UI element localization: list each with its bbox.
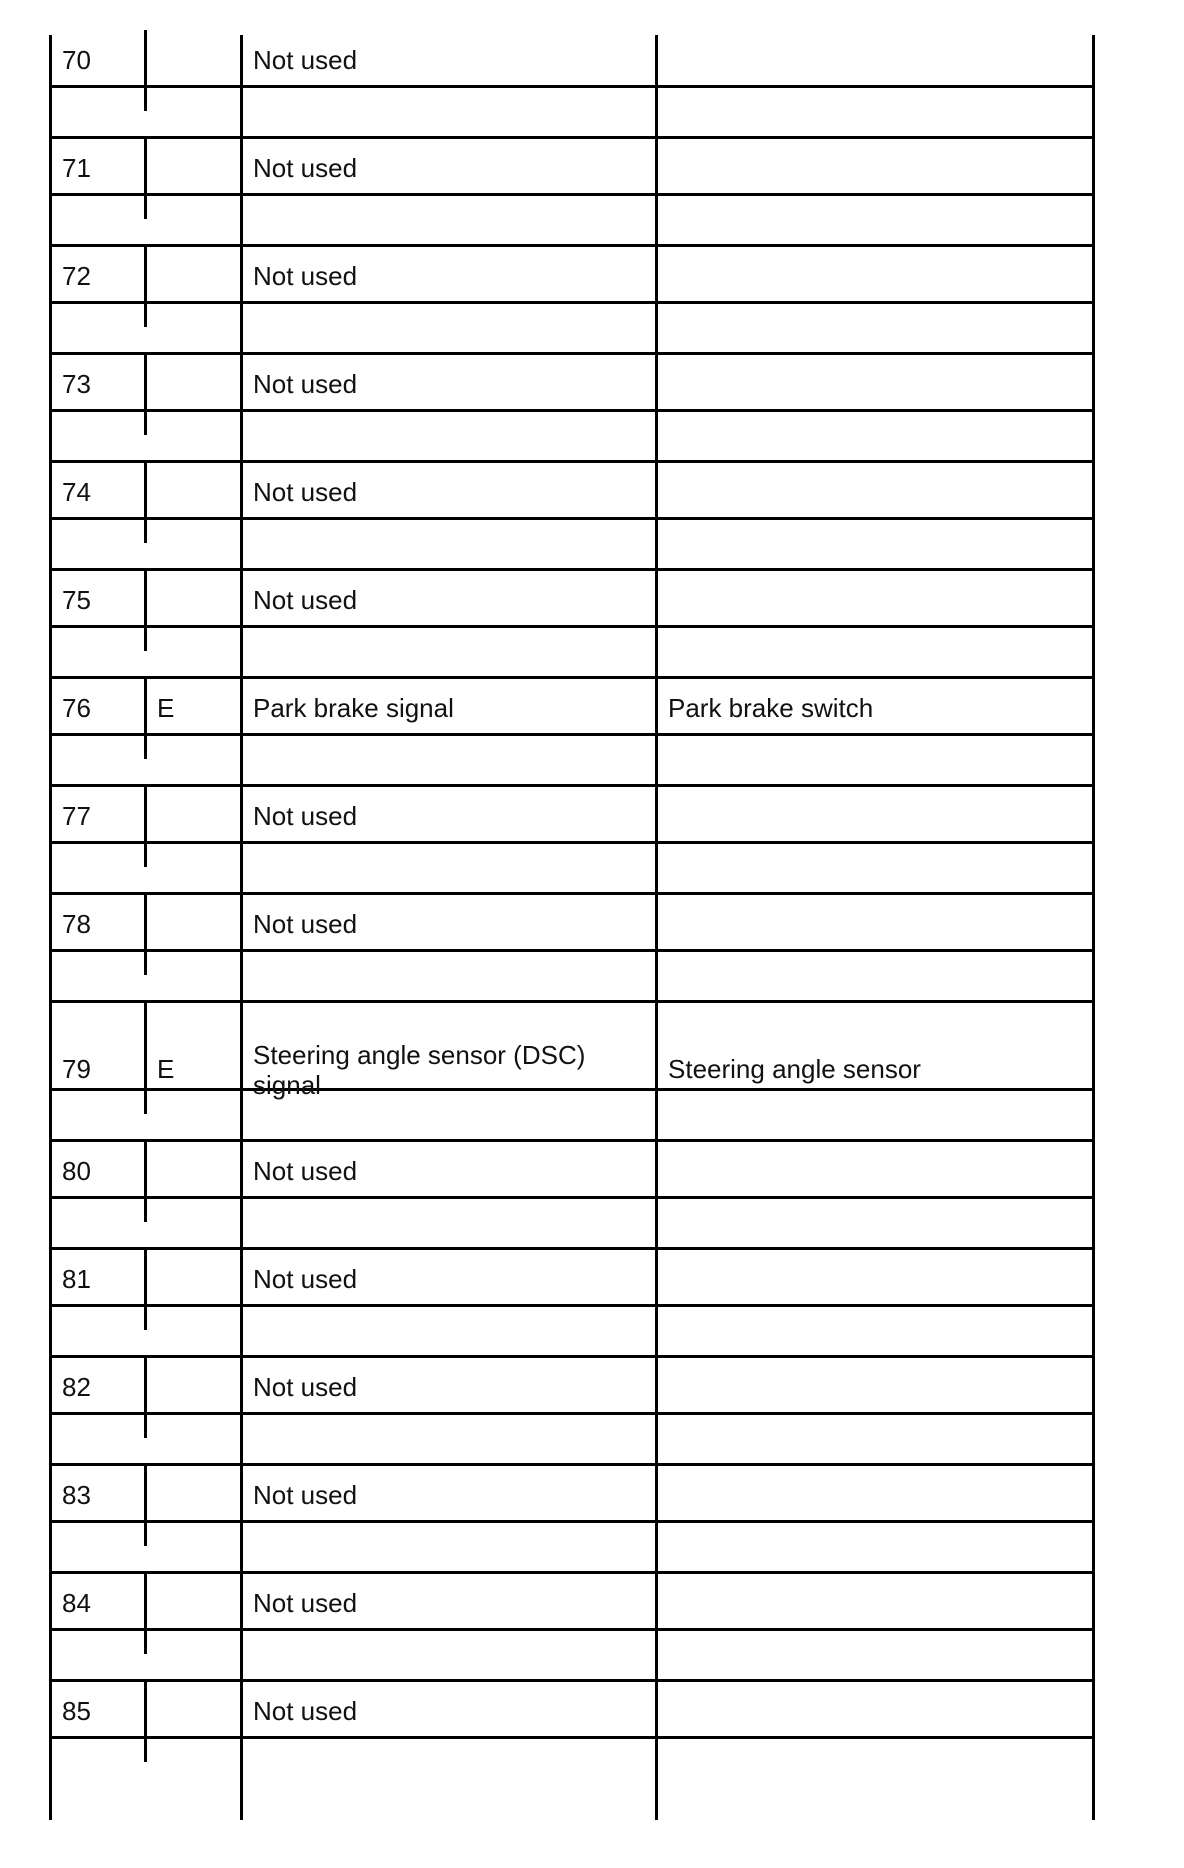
pin-component: Steering angle sensor <box>668 1054 921 1084</box>
pin-description: Steering angle sensor (DSC) signal <box>253 1040 586 1100</box>
pin-number: 82 <box>62 1372 91 1402</box>
pin-type-divider <box>144 354 147 435</box>
pin-description: Not used <box>253 1156 358 1186</box>
row-divider <box>49 409 1095 412</box>
pin-number: 74 <box>62 477 91 507</box>
row-divider <box>49 352 1095 355</box>
pin-type-divider <box>144 786 147 867</box>
pin-number: 84 <box>62 1588 91 1618</box>
row-divider <box>49 460 1095 463</box>
pin-description: Park brake signal <box>253 693 454 723</box>
pin-number: 80 <box>62 1156 91 1186</box>
pin-number: 77 <box>62 801 91 831</box>
pin-type-divider <box>144 1357 147 1438</box>
row-divider <box>49 1000 1095 1003</box>
pin-number: 76 <box>62 693 91 723</box>
row-divider <box>49 1463 1095 1466</box>
row-divider <box>49 1679 1095 1682</box>
pin-type-divider <box>144 246 147 327</box>
pin-number: 70 <box>62 45 91 75</box>
row-divider <box>49 1736 1095 1739</box>
row-divider <box>49 1247 1095 1250</box>
pin-type-divider <box>144 894 147 975</box>
row-divider <box>49 949 1095 952</box>
pin-number: 85 <box>62 1696 91 1726</box>
pin-type-divider <box>144 462 147 543</box>
row-divider <box>49 892 1095 895</box>
row-divider <box>49 1412 1095 1415</box>
pin-number: 71 <box>62 153 91 183</box>
pin-description: Not used <box>253 801 358 831</box>
pin-component: Park brake switch <box>668 693 874 723</box>
pin-description: Not used <box>253 1372 358 1402</box>
pin-number: 79 <box>62 1054 91 1084</box>
row-divider <box>49 517 1095 520</box>
pin-number: 81 <box>62 1264 91 1294</box>
pin-description: Not used <box>253 909 358 939</box>
row-divider <box>49 841 1095 844</box>
row-divider <box>49 676 1095 679</box>
pin-type-divider <box>144 1465 147 1546</box>
row-divider <box>49 784 1095 787</box>
pin-type: E <box>157 1054 175 1084</box>
pin-number: 73 <box>62 369 91 399</box>
pin-type-divider <box>144 1249 147 1330</box>
row-divider <box>49 733 1095 736</box>
row-divider <box>49 244 1095 247</box>
row-divider <box>49 1304 1095 1307</box>
pin-description: Not used <box>253 477 358 507</box>
pin-description: Not used <box>253 45 358 75</box>
row-divider <box>49 301 1095 304</box>
pin-description: Not used <box>253 261 358 291</box>
pin-number: 75 <box>62 585 91 615</box>
pin-number: 83 <box>62 1480 91 1510</box>
pin-description: Not used <box>253 1264 358 1294</box>
pin-number: 78 <box>62 909 91 939</box>
pin-description: Not used <box>253 153 358 183</box>
row-divider <box>49 1355 1095 1358</box>
row-divider <box>49 1196 1095 1199</box>
pin-type-divider <box>144 678 147 759</box>
pin-type-divider <box>144 1573 147 1654</box>
row-divider <box>49 85 1095 88</box>
row-divider <box>49 1139 1095 1142</box>
row-divider <box>49 625 1095 628</box>
row-divider <box>49 1571 1095 1574</box>
pin-number: 72 <box>62 261 91 291</box>
pin-description: Not used <box>253 1480 358 1510</box>
pin-type-divider <box>144 1681 147 1762</box>
pin-type-divider <box>144 138 147 219</box>
pin-type-divider <box>144 570 147 651</box>
row-divider <box>49 1628 1095 1631</box>
row-divider <box>49 568 1095 571</box>
row-divider <box>49 136 1095 139</box>
pin-type-divider <box>144 1141 147 1222</box>
pin-description: Not used <box>253 369 358 399</box>
row-divider <box>49 1520 1095 1523</box>
pin-description: Not used <box>253 1588 358 1618</box>
pin-description: Not used <box>253 1696 358 1726</box>
pin-description: Not used <box>253 585 358 615</box>
row-divider <box>49 193 1095 196</box>
pin-type: E <box>157 693 175 723</box>
pin-type-divider <box>144 1002 147 1114</box>
pin-type-divider <box>144 30 147 111</box>
